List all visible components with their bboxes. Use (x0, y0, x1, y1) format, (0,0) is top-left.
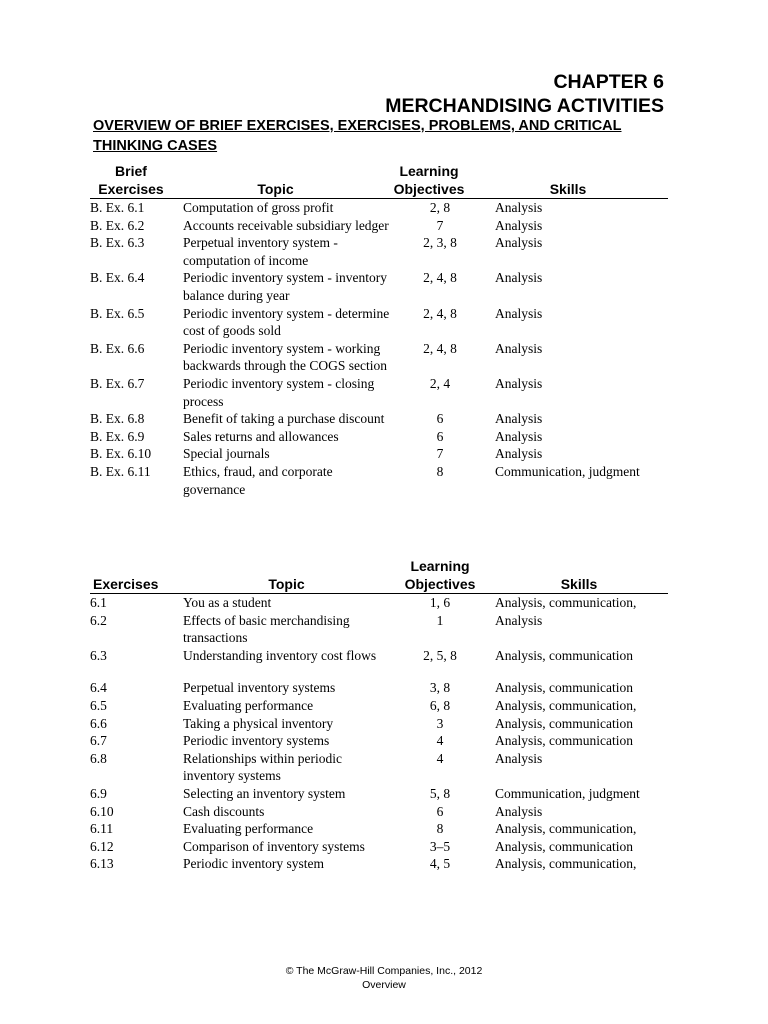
topic-cell: Computation of gross profit (183, 200, 334, 215)
exercise-id: B. Ex. 6.10 (90, 446, 152, 462)
learning-objectives-cell: 6 (436, 411, 444, 427)
table-row (90, 679, 668, 697)
skills-cell: Analysis, communication (495, 733, 633, 749)
table-row (90, 594, 668, 612)
skills-cell: Communication, judgment (495, 463, 640, 479)
exercise-id: 6.7 (90, 733, 107, 749)
table-row (90, 340, 668, 375)
table-body (90, 594, 668, 873)
learning-objectives-cell: 7 (436, 446, 444, 462)
table-row (90, 428, 668, 446)
exercise-id: B. Ex. 6.3 (90, 235, 145, 251)
learning-objectives-cell: 4, 5 (429, 856, 451, 872)
table-row (90, 715, 668, 733)
skills-cell: Analysis (495, 200, 543, 215)
exercise-id: 6.3 (90, 647, 107, 663)
exercise-id: B. Ex. 6.11 (90, 463, 151, 479)
exercise-id: B. Ex. 6.7 (90, 375, 145, 391)
chapter-number: CHAPTER 6 (553, 71, 664, 93)
table-row (90, 199, 668, 217)
topic-cell: Periodic inventory systems (183, 733, 330, 749)
topic-cell: You as a student (183, 595, 272, 610)
exercise-id: 6.1 (90, 595, 107, 610)
skills-cell: Analysis (495, 217, 543, 233)
topic-cell: Cash discounts (183, 803, 265, 819)
skills-cell: Analysis (495, 411, 543, 427)
exercise-id: 6.4 (90, 680, 107, 696)
table-row (90, 647, 668, 665)
header-topic: Topic (257, 181, 294, 197)
topic-cell: Periodic inventory system - determine cost of goods sold (183, 305, 390, 339)
skills-cell: Analysis (495, 803, 543, 819)
exercise-id: 6.6 (90, 715, 107, 731)
learning-objectives-cell: 2, 4 (429, 375, 451, 391)
learning-objectives-cell: 4 (436, 750, 444, 766)
skills-cell: Analysis, communication, (495, 595, 637, 610)
table-row (90, 612, 668, 647)
table-body (90, 199, 668, 498)
topic-cell: Benefit of taking a purchase discount (183, 411, 385, 427)
topic-cell: Periodic inventory system (183, 856, 324, 872)
skills-cell: Analysis (495, 270, 543, 286)
exercise-id: 6.10 (90, 803, 114, 819)
table-row (90, 697, 668, 715)
header-skills: Skills (560, 576, 598, 592)
table-row (90, 217, 668, 235)
learning-objectives-cell: 1, 6 (429, 595, 451, 610)
table-row (90, 820, 668, 838)
table-row (90, 803, 668, 821)
topic-cell: Periodic inventory system - working backwards through the COGS section (183, 340, 387, 374)
table-row (90, 445, 668, 463)
learning-objectives-cell: 5, 8 (429, 785, 451, 801)
topic-cell: Perpetual inventory systems (183, 680, 336, 696)
table-row (90, 375, 668, 410)
learning-objectives-cell: 1 (436, 612, 444, 628)
exercise-id: B. Ex. 6.5 (90, 305, 145, 321)
learning-objectives-cell: 3–5 (429, 838, 451, 854)
overview-title: OVERVIEW OF BRIEF EXERCISES, EXERCISES, PROBLEMS, AND CRITICAL THINKING CASES (93, 118, 622, 154)
exercise-id: B. Ex. 6.2 (90, 217, 145, 233)
topic-cell: Periodic inventory system - closing process (183, 375, 375, 409)
topic-cell: Evaluating performance (183, 697, 314, 713)
exercise-id: B. Ex. 6.1 (90, 200, 145, 215)
exercise-id: B. Ex. 6.9 (90, 428, 145, 444)
exercise-id: 6.13 (90, 856, 114, 872)
exercise-id: B. Ex. 6.8 (90, 411, 145, 427)
skills-cell: Analysis (495, 375, 543, 391)
skills-cell: Analysis (495, 446, 543, 462)
topic-cell: Selecting an inventory system (183, 785, 346, 801)
skills-cell: Analysis, communication (495, 838, 633, 854)
learning-objectives-cell: 2, 4, 8 (423, 270, 457, 286)
table-row (90, 269, 668, 304)
skills-cell: Analysis, communication, (495, 856, 637, 872)
skills-cell: Analysis (495, 235, 543, 251)
table-row (90, 410, 668, 428)
learning-objectives-cell: 2, 5, 8 (423, 647, 457, 663)
learning-objectives-cell: 3 (436, 715, 444, 731)
skills-cell: Communication, judgment (495, 785, 640, 801)
copyright-notice: © The McGraw-Hill Companies, Inc., 2012 (285, 965, 483, 977)
header-skills: Skills (549, 181, 587, 197)
topic-cell: Special journals (183, 446, 270, 462)
skills-cell: Analysis (495, 305, 543, 321)
table-header (90, 557, 668, 594)
footer-section-label: Overview (362, 979, 406, 991)
exercise-id: 6.12 (90, 838, 114, 854)
learning-objectives-cell: 2, 3, 8 (423, 235, 457, 251)
learning-objectives-cell: 8 (436, 463, 444, 479)
header-learning-objectives: Learning Objectives (393, 163, 465, 197)
learning-objectives-cell: 6 (436, 428, 444, 444)
table-row (90, 750, 668, 785)
table-row (90, 855, 668, 873)
learning-objectives-cell: 6 (436, 803, 444, 819)
topic-cell: Effects of basic merchandising transactions (183, 612, 350, 646)
header-brief-exercises: Brief Exercises (98, 163, 164, 197)
skills-cell: Analysis (495, 612, 543, 628)
learning-objectives-cell: 2, 4, 8 (423, 305, 457, 321)
table-header (90, 162, 668, 199)
topic-cell: Evaluating performance (183, 821, 314, 837)
table-row (90, 785, 668, 803)
header-exercises: Exercises (93, 576, 159, 592)
learning-objectives-cell: 2, 8 (429, 200, 451, 215)
table-row (90, 234, 668, 269)
topic-cell: Sales returns and allowances (183, 428, 339, 444)
topic-cell: Perpetual inventory system - computation of income (183, 235, 338, 268)
page-footer (0, 964, 768, 992)
skills-cell: Analysis (495, 750, 543, 766)
learning-objectives-cell: 4 (436, 733, 444, 749)
chapter-heading (385, 70, 664, 118)
header-learning-objectives: Learning Objectives (404, 558, 476, 592)
topic-cell: Ethics, fraud, and corporate governance (183, 463, 333, 497)
exercise-id: 6.9 (90, 785, 107, 801)
learning-objectives-cell: 3, 8 (429, 680, 451, 696)
learning-objectives-cell: 7 (436, 217, 444, 233)
table-row (90, 732, 668, 750)
topic-cell: Taking a physical inventory (183, 715, 334, 731)
exercise-id: B. Ex. 6.6 (90, 340, 145, 356)
learning-objectives-cell: 8 (436, 821, 444, 837)
exercise-id: 6.5 (90, 697, 107, 713)
topic-cell: Comparison of inventory systems (183, 838, 365, 854)
skills-cell: Analysis, communication, (495, 821, 637, 837)
skills-cell: Analysis, communication, (495, 697, 637, 713)
skills-cell: Analysis, communication (495, 680, 633, 696)
skills-cell: Analysis, communication (495, 647, 633, 663)
learning-objectives-cell: 2, 4, 8 (423, 340, 457, 356)
skills-cell: Analysis, communication (495, 715, 633, 731)
exercise-id: 6.2 (90, 612, 107, 628)
header-topic: Topic (268, 576, 305, 592)
table-row (90, 463, 668, 498)
exercise-id: 6.8 (90, 750, 107, 766)
skills-cell: Analysis (495, 428, 543, 444)
exercises-table (90, 557, 668, 873)
topic-cell: Accounts receivable subsidiary ledger (183, 217, 389, 233)
exercise-id: B. Ex. 6.4 (90, 270, 145, 286)
topic-cell: Relationships within periodic inventory systems (183, 750, 342, 784)
exercise-id: 6.11 (90, 821, 114, 837)
topic-cell: Understanding inventory cost flows (183, 647, 377, 663)
table-row (90, 838, 668, 856)
topic-cell: Periodic inventory system - inventory balance during year (183, 270, 387, 303)
learning-objectives-cell: 6, 8 (429, 697, 451, 713)
table-row (90, 305, 668, 340)
skills-cell: Analysis (495, 340, 543, 356)
chapter-title: MERCHANDISING ACTIVITIES (385, 95, 664, 117)
brief-exercises-table (90, 162, 668, 498)
